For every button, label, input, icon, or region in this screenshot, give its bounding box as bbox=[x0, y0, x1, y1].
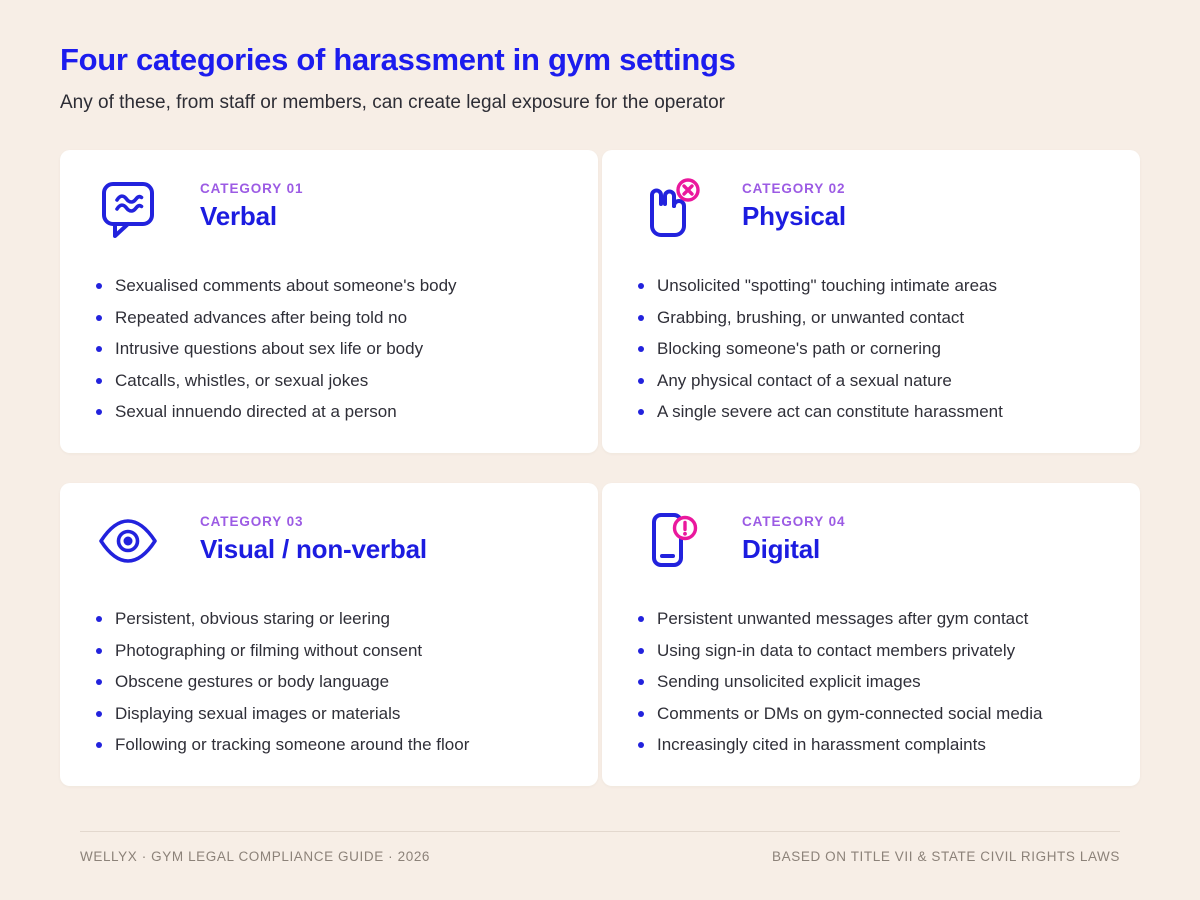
bullet-item bbox=[96, 672, 564, 692]
bullet-dot bbox=[638, 378, 644, 384]
bullet-item bbox=[96, 609, 564, 629]
footer-legal-basis: BASED ON TITLE VII & STATE CIVIL RIGHTS LAWS bbox=[772, 849, 1120, 864]
category-card-digital bbox=[602, 483, 1140, 786]
page-subtitle: Any of these, from staff or members, can create legal exposure for the operator bbox=[60, 92, 725, 113]
bullet-item bbox=[638, 641, 1106, 661]
card-head-text bbox=[200, 509, 427, 565]
bullet-text: Sending unsolicited explicit images bbox=[657, 672, 921, 691]
bullet-dot bbox=[638, 315, 644, 321]
bullet-text: Persistent, obvious staring or leering bbox=[115, 609, 390, 628]
bullet-text: Increasingly cited in harassment complaints bbox=[657, 735, 986, 754]
card-head-text bbox=[742, 509, 845, 565]
bullet-item bbox=[96, 308, 564, 328]
phone-alert-icon bbox=[638, 509, 702, 573]
bullet-item bbox=[638, 339, 1106, 359]
bullet-dot bbox=[96, 315, 102, 321]
bullet-text: Obscene gestures or body language bbox=[115, 672, 390, 691]
bullet-text: Catcalls, whistles, or sexual jokes bbox=[115, 370, 369, 390]
bullet-item bbox=[96, 402, 564, 422]
bullet-item bbox=[638, 371, 1106, 391]
bullet-item bbox=[96, 339, 564, 359]
card-header bbox=[96, 176, 564, 240]
bullet-item bbox=[638, 276, 1106, 296]
bullet-dot bbox=[96, 711, 102, 717]
category-card-physical bbox=[602, 150, 1140, 453]
bullet-text: A single severe act can constitute harassment bbox=[657, 402, 1003, 421]
bullet-dot bbox=[96, 742, 102, 748]
bullet-list bbox=[638, 276, 1106, 422]
category-card-visual bbox=[60, 483, 598, 786]
bullet-item bbox=[638, 308, 1106, 328]
bullet-item bbox=[96, 641, 564, 661]
card-header bbox=[96, 509, 564, 573]
category-label: CATEGORY 01 bbox=[200, 181, 304, 196]
bullet-item bbox=[638, 672, 1106, 692]
bullet-item bbox=[638, 609, 1106, 629]
bullet-item bbox=[638, 704, 1106, 724]
bullet-text: Any physical contact of a sexual nature bbox=[657, 370, 952, 390]
bullet-list bbox=[96, 276, 564, 422]
bullet-text: Comments or DMs on gym-connected social media bbox=[657, 703, 1043, 723]
card-title: Physical bbox=[742, 201, 846, 231]
card-header bbox=[638, 509, 1106, 573]
bullet-text: Intrusive questions about sex life or body bbox=[115, 339, 424, 358]
bullet-dot bbox=[638, 679, 644, 685]
category-card-grid bbox=[60, 150, 1140, 786]
bullet-list bbox=[96, 609, 564, 755]
speech-bubble-icon bbox=[96, 176, 160, 240]
bullet-dot bbox=[96, 409, 102, 415]
bullet-dot bbox=[96, 648, 102, 654]
eye-icon bbox=[96, 509, 160, 573]
bullet-dot bbox=[96, 378, 102, 384]
bullet-text: Unsolicited "spotting" touching intimate areas bbox=[657, 276, 997, 295]
category-label: CATEGORY 04 bbox=[742, 514, 846, 529]
bullet-text: Photographing or filming without consent bbox=[115, 640, 423, 660]
category-label: CATEGORY 02 bbox=[742, 181, 846, 196]
bullet-text: Grabbing, brushing, or unwanted contact bbox=[657, 307, 965, 327]
bullet-text: Repeated advances after being told no bbox=[115, 307, 408, 327]
bullet-dot bbox=[638, 409, 644, 415]
bullet-dot bbox=[96, 346, 102, 352]
bullet-dot bbox=[638, 648, 644, 654]
bullet-item bbox=[96, 735, 564, 755]
category-card-verbal bbox=[60, 150, 598, 453]
footer-source: WELLYX · GYM LEGAL COMPLIANCE GUIDE · 2026 bbox=[80, 849, 431, 864]
bullet-list bbox=[638, 609, 1106, 755]
bullet-text: Sexual innuendo directed at a person bbox=[115, 402, 397, 421]
bullet-text: Blocking someone's path or cornering bbox=[657, 339, 941, 358]
bullet-item bbox=[96, 276, 564, 296]
bullet-dot bbox=[638, 283, 644, 289]
bullet-dot bbox=[638, 711, 644, 717]
bullet-item bbox=[638, 402, 1106, 422]
bullet-text: Following or tracking someone around the floor bbox=[115, 735, 470, 754]
bullet-text: Using sign-in data to contact members privately bbox=[657, 640, 1016, 660]
card-title: Visual / non-verbal bbox=[200, 534, 427, 564]
bullet-item bbox=[96, 704, 564, 724]
page-title: Four categories of harassment in gym settings bbox=[60, 42, 736, 77]
hand-no-touch-icon bbox=[638, 176, 702, 240]
category-label: CATEGORY 03 bbox=[200, 514, 304, 529]
bullet-text: Sexualised comments about someone's body bbox=[115, 276, 457, 295]
card-title: Verbal bbox=[200, 201, 277, 231]
bullet-text: Displaying sexual images or materials bbox=[115, 703, 401, 723]
bullet-item bbox=[96, 371, 564, 391]
card-header bbox=[638, 176, 1106, 240]
bullet-text: Persistent unwanted messages after gym contact bbox=[657, 609, 1029, 628]
bullet-dot bbox=[638, 616, 644, 622]
bullet-dot bbox=[96, 283, 102, 289]
bullet-dot bbox=[638, 742, 644, 748]
card-head-text bbox=[200, 176, 303, 232]
bullet-dot bbox=[96, 679, 102, 685]
card-head-text bbox=[742, 176, 846, 232]
bullet-dot bbox=[96, 616, 102, 622]
card-title: Digital bbox=[742, 534, 821, 564]
footer bbox=[80, 831, 1120, 864]
bullet-item bbox=[638, 735, 1106, 755]
bullet-dot bbox=[638, 346, 644, 352]
